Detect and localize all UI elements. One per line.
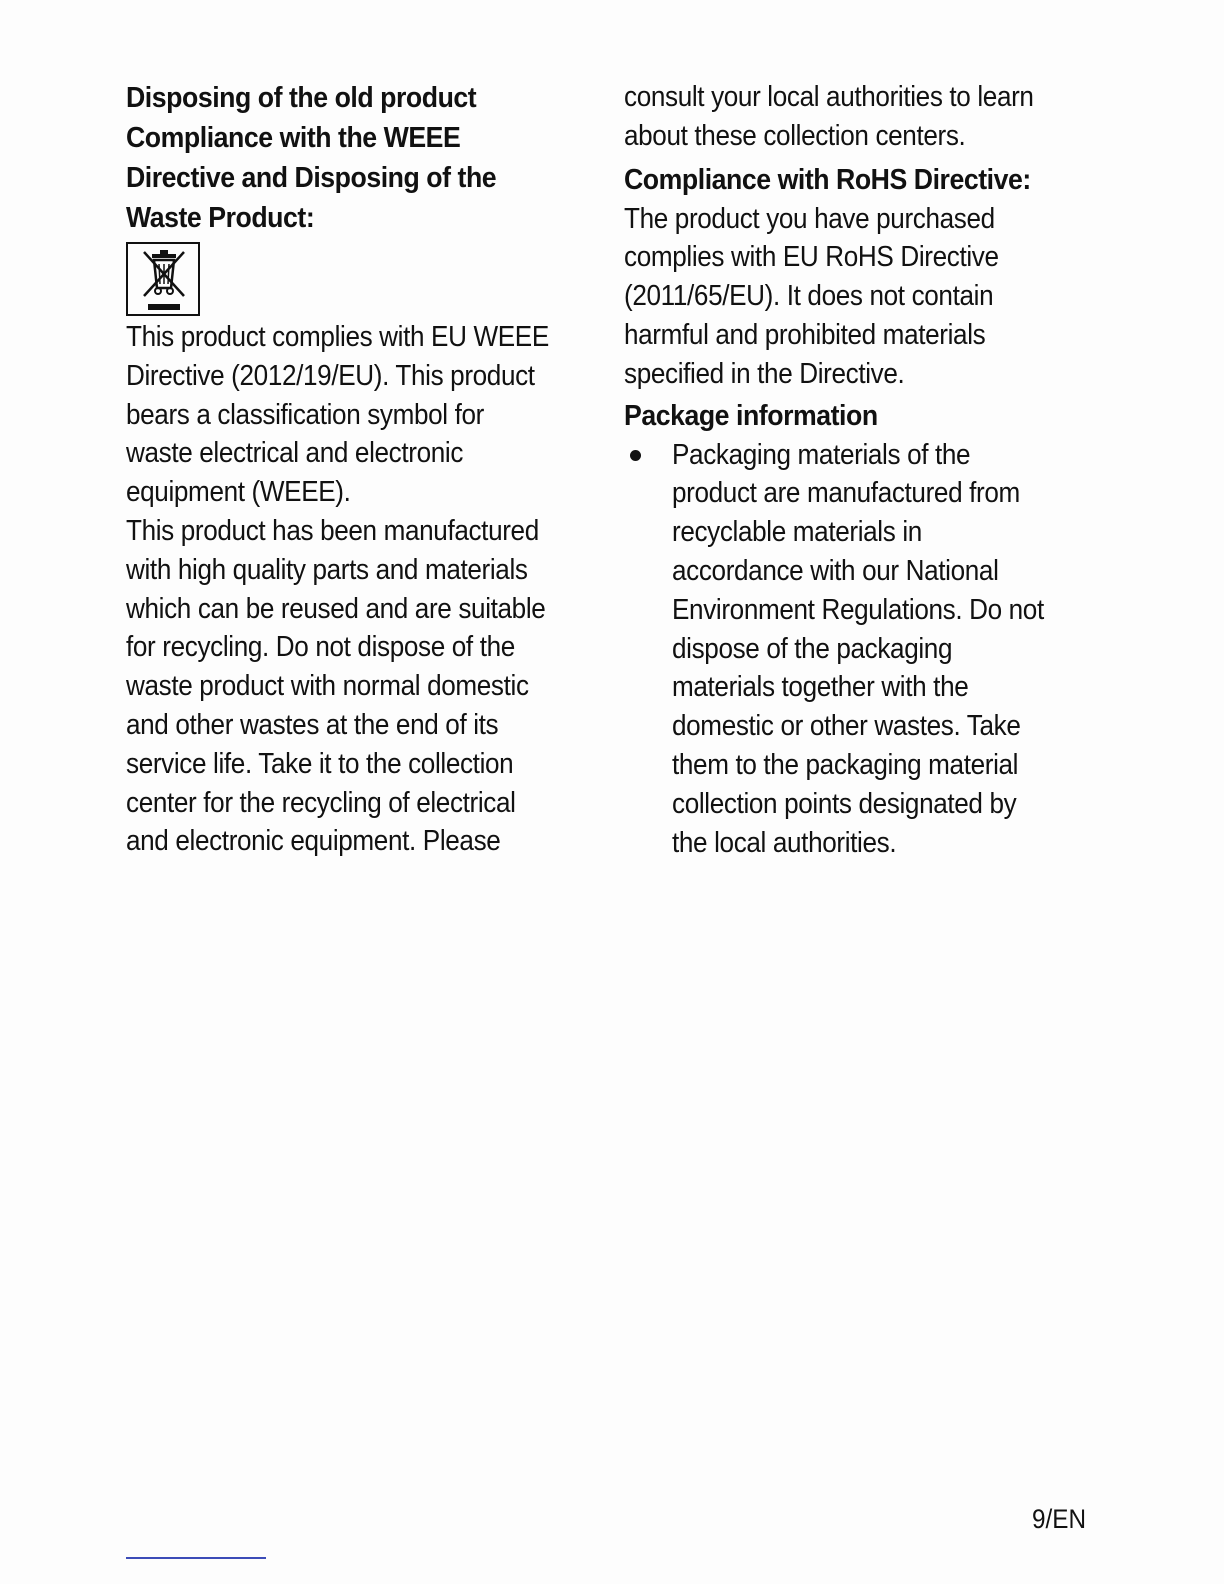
crossed-out-wheelie-bin-icon — [136, 248, 192, 312]
right-column — [624, 78, 1094, 862]
footer-rule — [126, 1557, 266, 1559]
rohs-body-line: The product you have purchased — [624, 202, 995, 235]
package-body-line: the local authorities. — [672, 826, 897, 859]
rohs-body-line: (2011/65/EU). It does not contain — [624, 280, 994, 313]
rohs-heading: Compliance with RoHS Directive: — [624, 163, 1031, 196]
weee-body-line: Directive (2012/19/EU). This product — [126, 359, 535, 392]
left-column — [126, 78, 596, 861]
weee-heading-line-3: Waste Product: — [126, 202, 315, 234]
weee-heading-line-1: Compliance with the WEEE — [126, 122, 461, 154]
package-heading: Package information — [624, 399, 878, 432]
weee-body-line: This product complies with EU WEEE — [126, 321, 549, 353]
section-title-disposing: Disposing of the old product — [126, 82, 477, 114]
weee-body-line: which can be reused and are suitable — [126, 592, 546, 625]
package-body-line: collection points designated by — [672, 787, 1017, 820]
package-body-line: recyclable materials in — [672, 516, 922, 549]
weee-body-line: with high quality parts and materials — [126, 553, 528, 586]
bullet-icon — [630, 450, 641, 461]
package-body-line: Environment Regulations. Do not — [672, 593, 1044, 626]
package-body-line: Packaging materials of the — [672, 438, 971, 471]
weee-heading-line-2: Directive and Disposing of the — [126, 162, 497, 194]
package-body-line: them to the packaging material — [672, 748, 1019, 781]
package-bullet-item — [624, 436, 1094, 863]
package-body-line: domestic or other wastes. Take — [672, 710, 1021, 743]
weee-body-line: and electronic equipment. Please — [126, 825, 501, 858]
continued-body-line: about these collection centers. — [624, 119, 966, 152]
weee-body-line: equipment (WEEE). — [126, 476, 351, 509]
continued-body-line: consult your local authorities to learn — [624, 81, 1034, 113]
package-body-line: materials together with the — [672, 671, 969, 704]
package-body-line: product are manufactured from — [672, 477, 1020, 510]
rohs-body-line: complies with EU RoHS Directive — [624, 241, 999, 274]
weee-body-line: center for the recycling of electrical — [126, 786, 516, 819]
weee-body-line: This product has been manufactured — [126, 514, 539, 547]
weee-symbol-frame — [126, 242, 200, 316]
weee-body-line: and other wastes at the end of its — [126, 708, 499, 741]
page-number: 9/EN — [1031, 1504, 1086, 1534]
weee-body-line: waste product with normal domestic — [126, 670, 529, 703]
weee-body-line: for recycling. Do not dispose of the — [126, 631, 515, 664]
weee-body-line: waste electrical and electronic — [126, 437, 464, 470]
package-body-line: accordance with our National — [672, 554, 999, 587]
rohs-body-line: specified in the Directive. — [624, 357, 905, 390]
package-body-line: dispose of the packaging — [672, 632, 953, 665]
weee-body-line: service life. Take it to the collection — [126, 747, 514, 780]
rohs-body-line: harmful and prohibited materials — [624, 318, 986, 351]
weee-body-line: bears a classification symbol for — [126, 398, 485, 431]
